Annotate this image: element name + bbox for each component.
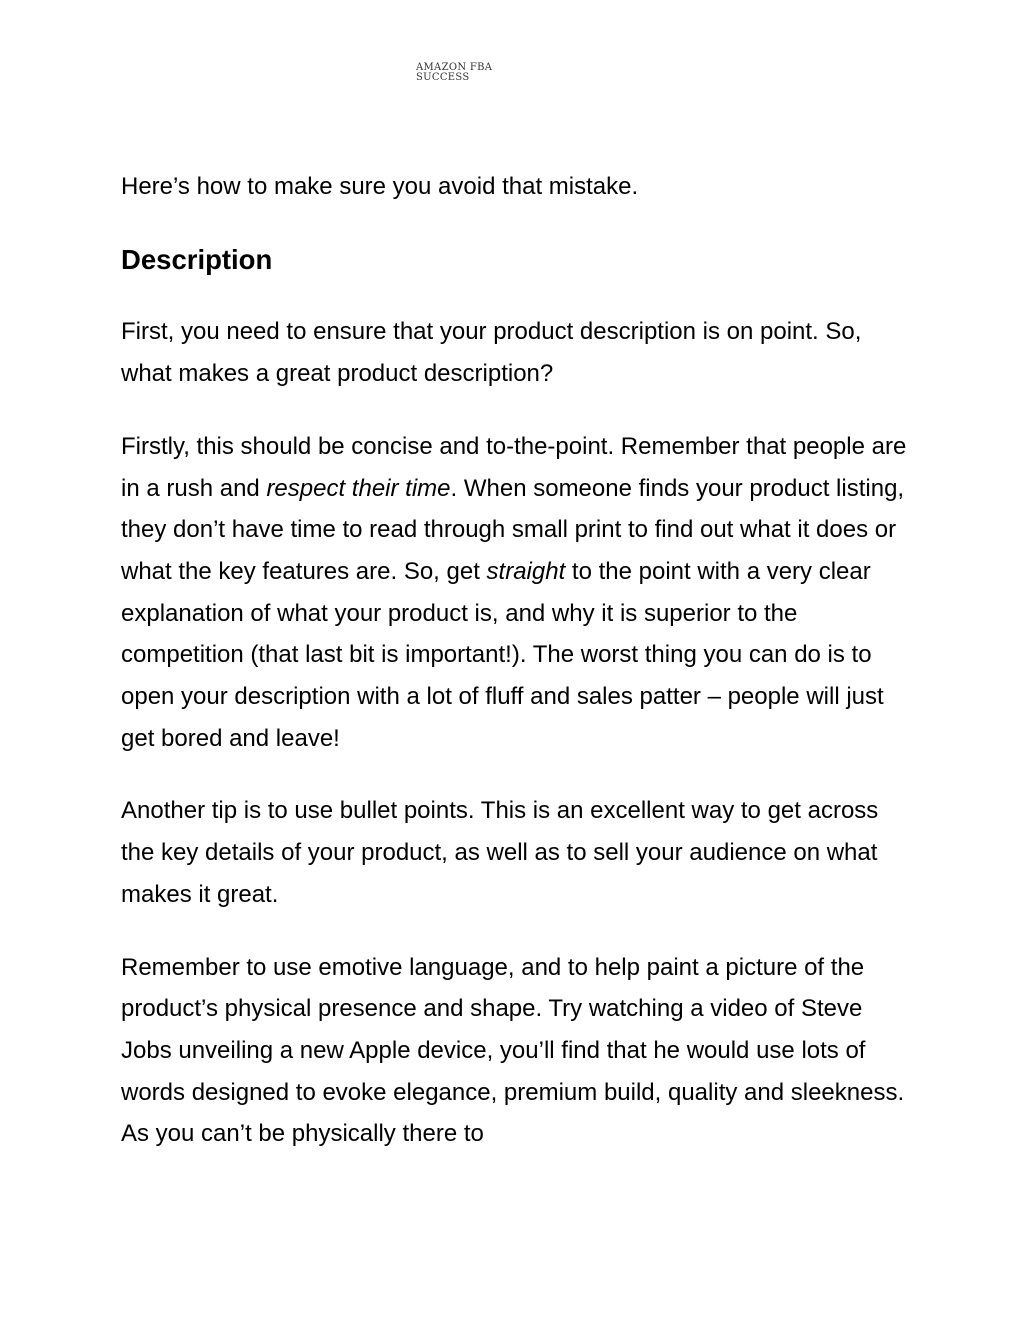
paragraph-1: First, you need to ensure that your product description is on point. So, what makes a great product description? <box>121 318 862 388</box>
paragraph-3: Another tip is to use bullet points. This is an excellent way to get across the key details of your product, as well as to sell your audience on what makes it great. <box>121 797 879 908</box>
header-line-1: AMAZON FBA <box>416 62 493 73</box>
paragraph-2-emphasis-a: respect their time <box>266 474 451 502</box>
paragraph-2-text-a: Firstly, this should be concise and to-the-point. Remember that people are in a rush and <box>121 432 907 502</box>
paragraph-2 <box>121 426 911 760</box>
section-heading: Description <box>121 243 273 275</box>
header-logo-text <box>416 63 492 83</box>
paragraph-2-emphasis-b: straight <box>486 557 566 585</box>
document-body <box>121 166 911 1186</box>
paragraph-2-text-b: . When someone finds your product listing, they don’t have time to read through small print to find out what it does or what the key features are. So, get <box>121 474 905 585</box>
intro-paragraph: Here’s how to make sure you avoid that mistake. <box>121 173 639 200</box>
paragraph-4: Remember to use emotive language, and to help paint a picture of the product’s physical presence and shape. Try watching a video of Steve Jobs unveiling a new Apple device, you’ll find that he would use lots of words designed to evoke elegance, premium build, quality and sleekness. As you can’t be physically there to <box>121 953 905 1148</box>
paragraph-2-text-c: to the point with a very clear explanation of what your product is, and why it is superior to the competition (that last bit is important!). The worst thing you can do is to open your description with a lot of fluff and sales patter – people will just get bored and leave! <box>121 557 884 752</box>
header-line-2: SUCCESS <box>416 72 470 83</box>
